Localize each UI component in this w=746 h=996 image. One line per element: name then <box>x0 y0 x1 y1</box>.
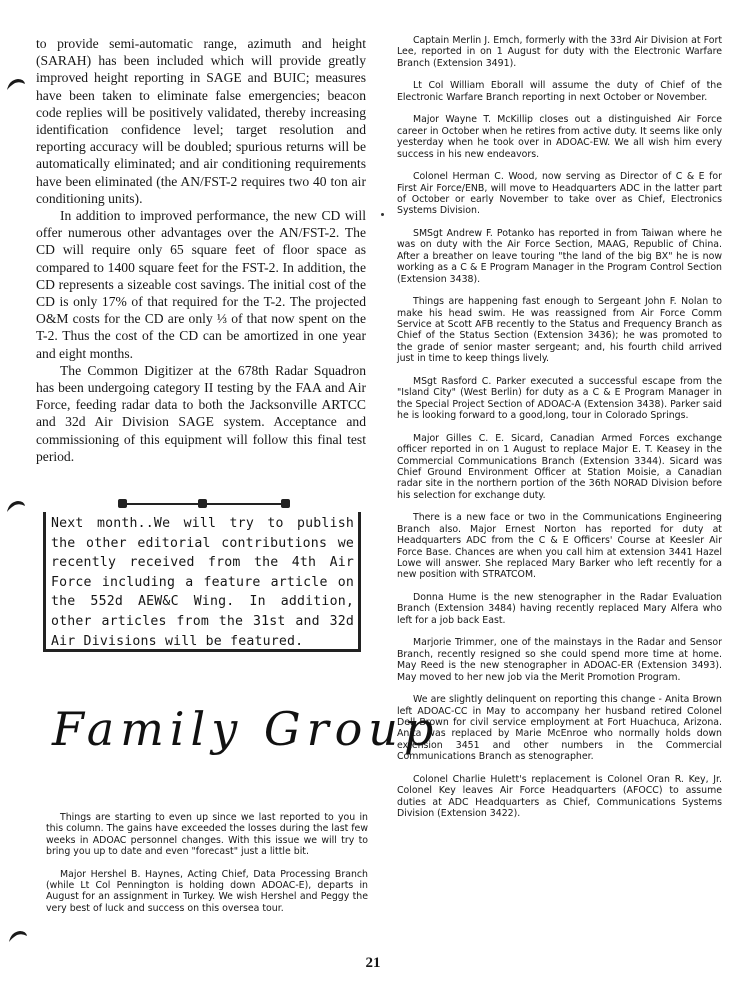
divider-dot <box>118 499 127 508</box>
page-number: 21 <box>365 955 381 971</box>
news-item: Donna Hume is the new stenographer in the Radar Evaluation Branch (Extension 3484) having recently replaced Mary Alfera who left for a job back East. <box>397 591 722 626</box>
news-item: Things are happening fast enough to Sergeant John F. Nolan to make his head swim. He was reassigned from Air Force Comm Service at Scott AFB recently to the Status and Frequency Branch as Chief of the Status Section (Extension 3436); he was promoted to the grade of senior master sergeant; and, his fourth child arrived just in time to keep things lively. <box>397 296 722 365</box>
family-group-heading: Family Group <box>52 702 440 756</box>
news-item: There is a new face or two in the Communications Engineering Branch also. Major Ernest Norton has reported for duty at Headquarters ADC from the C & E Officers' Course at Keesler Air Force Base. Chances are when you call him at extension 3441 Hazel Lowe will answer. She replaced Mary Barker who left recently for a new position with STRATCOM. <box>397 512 722 581</box>
article-paragraph: to provide semi-automatic range, azimuth and height (SARAH) has been included which will provide greatly improved height reporting in SAGE and BUIC; measures have been taken to eliminate false emergencies; beacon code replies will be positively validated, thereby increasing identification confidence level; target resolution and reporting accuracy will be doubled; spurious returns will be automatically eliminated; and air conditioning requirements have been eliminated (the AN/FST-2 requires two 40 ton air conditioning units). <box>36 36 366 206</box>
stray-mark <box>381 213 384 216</box>
divider-dot <box>281 499 290 508</box>
left-column-article <box>36 35 366 465</box>
news-item: Colonel Herman C. Wood, now serving as Director of C & E for First Air Force/ENB, will move to Headquarters ADC in the latter part of October or early November to take over as Chief, Electronics Systems Division. <box>397 171 722 217</box>
divider-dot <box>198 499 207 508</box>
news-item: Colonel Charlie Hulett's replacement is Colonel Oran R. Key, Jr. Colonel Key leaves Air Force Headquarters (AFOCC) to assume duties at ADC Headquarters as Chief, Communications Systems Division (Extension 3422). <box>397 773 722 819</box>
news-item: SMSgt Andrew F. Potanko has reported in from Taiwan where he was on duty with the Air Force Section, MAAG, Republic of China. After a breather on leave touring "the land of the big BX" he is now working as a C & E Program Manager in the Program Control Section (Extension 3438). <box>397 228 722 285</box>
news-item: Major Wayne T. McKillip closes out a distinguished Air Force career in October when he retires from active duty. It seems like only yesterday when he took over in ADOAC-EW. We all wish him every success in his new endeavors. <box>397 114 722 160</box>
news-item: Major Gilles C. E. Sicard, Canadian Armed Forces exchange officer reported in on 1 August to replace Major E. T. Keasey in the Commercial Communications Branch (Extension 3344). Sicard was Chief Ground Environment Officer at Station Moisie, a Canadian radar site in the northern portion of the 36th NORAD Division before his selection for exchange duty. <box>397 432 722 501</box>
news-item: Marjorie Trimmer, one of the mainstays in the Radar and Sensor Branch, recently resigned so she could spend more time at home. May Reed is the new stenographer in ADOAC-ER (Extension 3493). May moved to her new job via the Merit Promotion Program. <box>397 637 722 683</box>
news-item: Lt Col William Eborall will assume the duty of Chief of the Electronic Warfare Branch reporting in next October or November. <box>397 80 722 103</box>
family-group-paragraph: Major Hershel B. Haynes, Acting Chief, Data Processing Branch (while Lt Col Pennington is holding down ADOAC-E), departs in August for an assignment in Turkey. We wish Hershel and Peggy the very best of luck and success on this oversea tour. <box>46 868 368 914</box>
family-group-column <box>46 812 368 925</box>
binder-hole-mark-middle <box>6 500 26 514</box>
article-paragraph: In addition to improved performance, the new CD will offer numerous other advantages over the AN/FST-2. The CD will require only 65 square feet of floor space as compared to 1400 square feet for the FST-2. In addition, the CD represents a sizeable cost savings. The initial cost of the CD is only 17% of that required for the T-2. The projected O&M costs for the CD are only ⅓ of that now spent on the T-2. Thus the cost of the CD can be amortized in one year and eight months. <box>36 208 366 361</box>
section-divider <box>118 498 290 510</box>
binder-hole-mark-top <box>6 78 26 92</box>
right-column-personnel-news <box>397 35 722 831</box>
news-item: MSgt Rasford C. Parker executed a successful escape from the "Island City" (West Berlin) for duty as a C & E Program Manager in the Special Project Section of ADOAC-A (Extension 3438). Parker said he is looking forward to a good,long, tour in Colorado Springs. <box>397 375 722 422</box>
article-paragraph: The Common Digitizer at the 678th Radar Squadron has been undergoing category II testing by the FAA and Air Force, feeding radar data to both the Jacksonville ARTCC and 32d Air Division SAGE system. Acceptance and commissioning of this equipment will follow this final test period. <box>36 362 366 464</box>
binder-hole-mark-bottom <box>8 930 28 944</box>
family-group-paragraph: Things are starting to even up since we last reported to you in this column. The gains have exceeded the losses during the last few weeks in ADOAC personnel changes. With this issue we will try to bring you up to date and even "forecast" just a little bit. <box>46 812 368 858</box>
next-month-notice-box: Next month..We will try to publish the other editorial contributions we recently received from the 4th Air Force including a feature article on the 552d AEW&C Wing. In addition, other articles from the 31st and 32d Air Divisions will be featured. <box>43 512 361 652</box>
news-item: We are slightly delinquent on reporting this change - Anita Brown left ADOAC-CC in May to accompany her husband retired Colonel Dell Brown for civil service employment at Fort Huachuca, Arizona. Anita was replaced by Marie McEnroe who normally holds down extension 3451 and other numbers in the Commercial Communications Branch as stenographer. <box>397 694 722 763</box>
news-item: Captain Merlin J. Emch, formerly with the 33rd Air Division at Fort Lee, reported in on 1 August for duty with the Electronic Warfare Branch (Extension 3491). <box>397 35 722 69</box>
